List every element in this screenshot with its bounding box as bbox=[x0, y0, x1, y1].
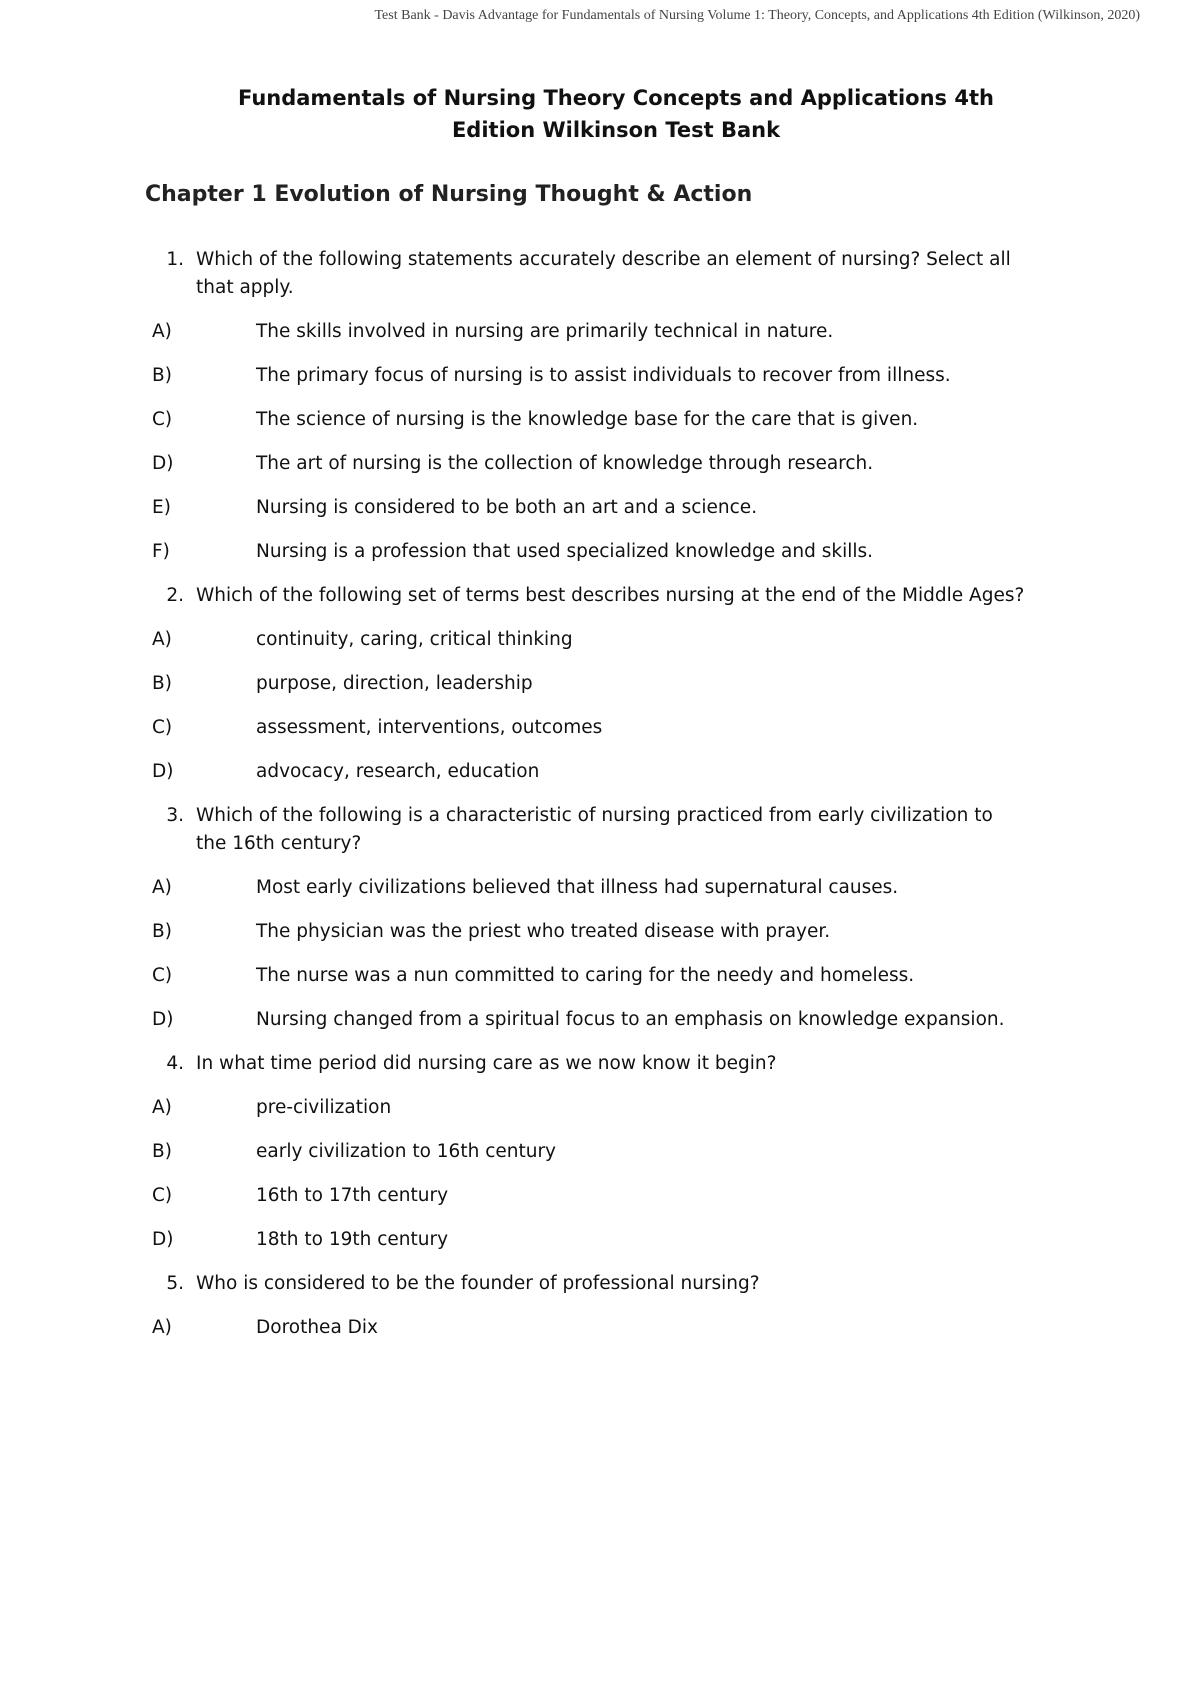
chapter-title: Chapter 1 Evolution of Nursing Thought & Action bbox=[145, 182, 753, 207]
option-text: purpose, direction, leadership bbox=[256, 673, 533, 694]
option-text: The physician was the priest who treated disease with prayer. bbox=[256, 921, 831, 942]
option-letter: A) bbox=[152, 1097, 172, 1118]
question-text: Which of the following is a characteristic of nursing practiced from early civilization to the 16th century? bbox=[196, 805, 993, 854]
option-letter: D) bbox=[152, 453, 174, 474]
question-4 bbox=[0, 1050, 1192, 1078]
option-text: Nursing is a profession that used specialized knowledge and skills. bbox=[256, 541, 874, 562]
option-text: The primary focus of nursing is to assist individuals to recover from illness. bbox=[256, 365, 951, 386]
answer-option bbox=[0, 538, 1192, 566]
option-letter: B) bbox=[152, 365, 172, 386]
option-letter: B) bbox=[152, 1141, 172, 1162]
option-text: The art of nursing is the collection of knowledge through research. bbox=[256, 453, 874, 474]
question-text: Which of the following statements accurately describe an element of nursing? Select all that apply. bbox=[196, 249, 1011, 298]
answer-option bbox=[0, 626, 1192, 654]
answer-option bbox=[0, 1006, 1192, 1034]
answer-option bbox=[0, 758, 1192, 786]
option-text: 18th to 19th century bbox=[256, 1229, 449, 1250]
option-text: The science of nursing is the knowledge base for the care that is given. bbox=[256, 409, 919, 430]
question-text: In what time period did nursing care as we now know it begin? bbox=[196, 1053, 777, 1074]
question-number: 1. bbox=[166, 249, 184, 270]
answer-option bbox=[0, 318, 1192, 346]
option-text: assessment, interventions, outcomes bbox=[256, 717, 603, 738]
answer-option bbox=[0, 406, 1192, 434]
question-text: Who is considered to be the founder of professional nursing? bbox=[196, 1273, 760, 1294]
answer-option bbox=[0, 362, 1192, 390]
document-title-line-2: Edition Wilkinson Test Bank bbox=[451, 118, 781, 142]
question-5 bbox=[0, 1270, 1192, 1298]
answer-option bbox=[0, 670, 1192, 698]
option-letter: A) bbox=[152, 629, 172, 650]
option-text: advocacy, research, education bbox=[256, 761, 540, 782]
option-letter: C) bbox=[152, 409, 173, 430]
option-letter: A) bbox=[152, 1317, 172, 1338]
answer-option bbox=[0, 962, 1192, 990]
option-letter: D) bbox=[152, 761, 174, 782]
option-letter: A) bbox=[152, 321, 172, 342]
question-number: 2. bbox=[166, 585, 184, 606]
option-text: Most early civilizations believed that illness had supernatural causes. bbox=[256, 877, 899, 898]
question-text: Which of the following set of terms best describes nursing at the end of the Middle Ages? bbox=[196, 585, 1025, 606]
document-title bbox=[160, 82, 1072, 146]
question-2 bbox=[0, 582, 1192, 610]
option-text: Nursing is considered to be both an art and a science. bbox=[256, 497, 758, 518]
option-text: The nurse was a nun committed to caring for the needy and homeless. bbox=[256, 965, 915, 986]
answer-option bbox=[0, 714, 1192, 742]
question-number: 5. bbox=[166, 1273, 184, 1294]
question-list bbox=[0, 246, 1192, 1358]
option-letter: E) bbox=[152, 497, 171, 518]
option-text: continuity, caring, critical thinking bbox=[256, 629, 573, 650]
option-letter: B) bbox=[152, 921, 172, 942]
option-letter: C) bbox=[152, 965, 173, 986]
option-letter: C) bbox=[152, 1185, 173, 1206]
answer-option bbox=[0, 494, 1192, 522]
answer-option bbox=[0, 1314, 1192, 1342]
answer-option bbox=[0, 1226, 1192, 1254]
option-text: pre-civilization bbox=[256, 1097, 392, 1118]
option-text: early civilization to 16th century bbox=[256, 1141, 557, 1162]
option-letter: F) bbox=[152, 541, 170, 562]
option-letter: D) bbox=[152, 1229, 174, 1250]
answer-option bbox=[0, 874, 1192, 902]
question-1 bbox=[0, 246, 1192, 302]
option-text: Nursing changed from a spiritual focus to an emphasis on knowledge expansion. bbox=[256, 1009, 1005, 1030]
option-letter: D) bbox=[152, 1009, 174, 1030]
question-number: 3. bbox=[166, 805, 184, 826]
option-text: 16th to 17th century bbox=[256, 1185, 449, 1206]
option-letter: A) bbox=[152, 877, 172, 898]
option-letter: C) bbox=[152, 717, 173, 738]
question-3 bbox=[0, 802, 1192, 858]
option-text: The skills involved in nursing are primarily technical in nature. bbox=[256, 321, 834, 342]
answer-option bbox=[0, 1182, 1192, 1210]
page-header: Test Bank - Davis Advantage for Fundamentals of Nursing Volume 1: Theory, Concepts, and Applications 4th Edition (Wilkinson, 2020) bbox=[374, 8, 1140, 23]
answer-option bbox=[0, 918, 1192, 946]
option-text: Dorothea Dix bbox=[256, 1317, 378, 1338]
document-title-line-1: Fundamentals of Nursing Theory Concepts and Applications 4th bbox=[238, 86, 994, 110]
question-number: 4. bbox=[166, 1053, 184, 1074]
answer-option bbox=[0, 1094, 1192, 1122]
option-letter: B) bbox=[152, 673, 172, 694]
answer-option bbox=[0, 450, 1192, 478]
answer-option bbox=[0, 1138, 1192, 1166]
